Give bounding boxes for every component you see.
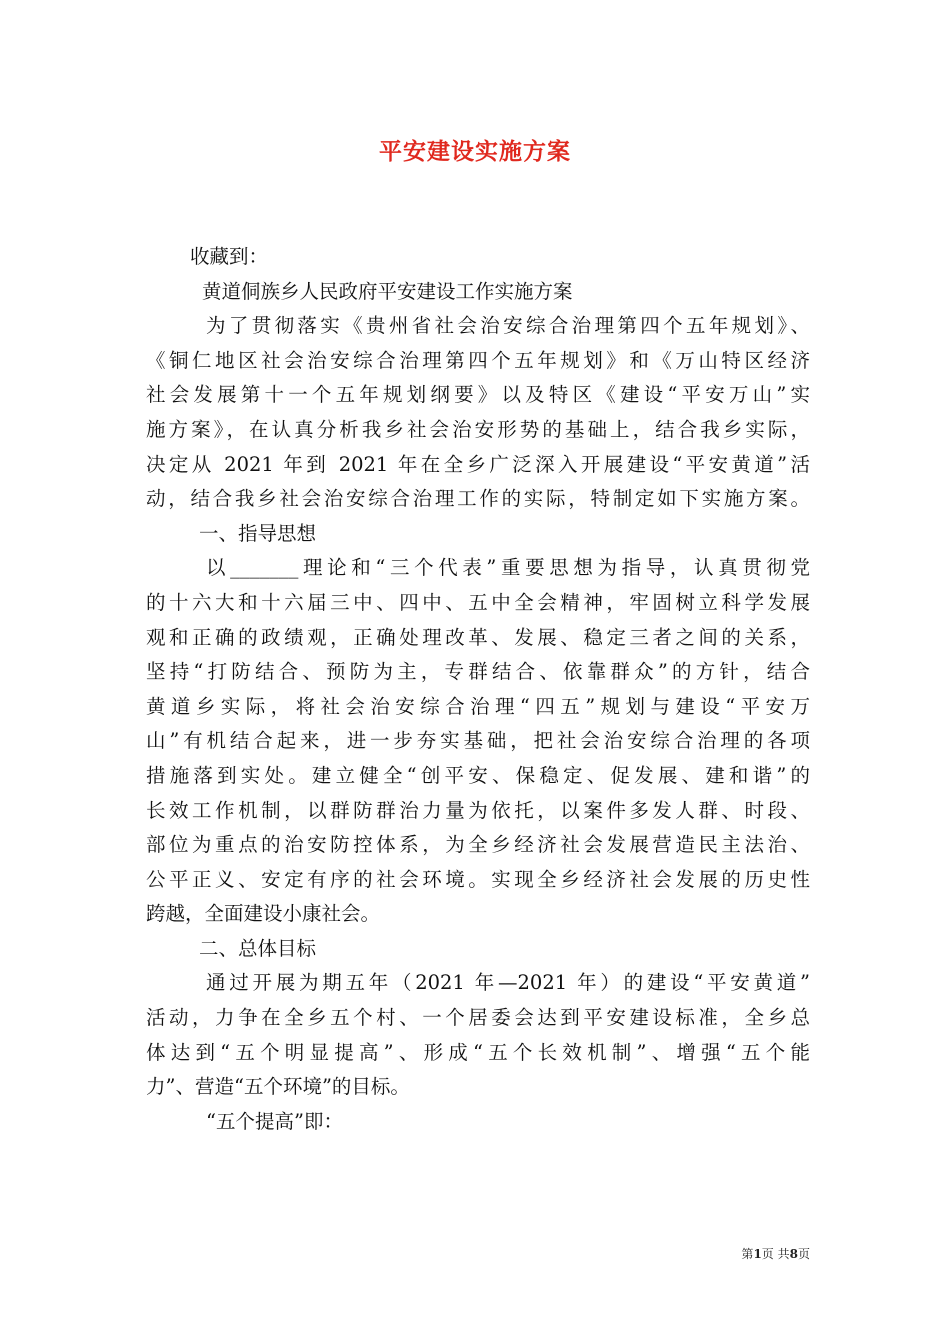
- body-line: 决定从 2021 年到 2021 年在全乡广泛深入开展建设“平安黄道”活: [146, 452, 810, 476]
- body-line: 跨越，全面建设小康社会。: [146, 902, 381, 926]
- current-page-number: 1: [753, 1247, 762, 1261]
- body-line: 黄道侗族乡人民政府平安建设工作实施方案: [202, 279, 573, 303]
- body-line: 山”有机结合起来，进一步夯实基础，把社会治安综合治理的各项: [146, 729, 810, 753]
- document-body: [146, 240, 810, 1139]
- body-line: 措施落到实处。建立健全“创平安、保稳定、促发展、建和谐”的: [146, 763, 810, 787]
- body-line: 社会发展第十一个五年规划纲要》以及特区《建设“平安万山”实: [146, 383, 810, 407]
- footer-prefix: 第: [741, 1247, 754, 1261]
- body-line: 公平正义、安定有序的社会环境。实现全乡经济社会发展的历史性: [146, 867, 810, 891]
- body-line: 长效工作机制，以群防群治力量为依托，以案件多发人群、时段、: [146, 798, 810, 822]
- total-page-count: 8: [789, 1247, 798, 1261]
- document-title: 平安建设实施方案: [379, 138, 571, 165]
- body-line: 力”、营造“五个环境”的目标。: [146, 1075, 410, 1099]
- body-line: 坚持“打防结合、预防为主，专群结合、依靠群众”的方针，结合: [146, 660, 810, 684]
- body-line: 观和正确的政绩观，正确处理改革、发展、稳定三者之间的关系，: [146, 625, 810, 649]
- body-line: 动，结合我乡社会治安综合治理工作的实际，特制定如下实施方案。: [146, 487, 810, 511]
- section-heading: 二、总体目标: [199, 936, 317, 960]
- footer-suffix: 页: [797, 1247, 810, 1261]
- footer-middle: 页 共: [761, 1247, 790, 1261]
- page-footer: [0, 1245, 810, 1262]
- body-line: 的十六大和十六届三中、四中、五中全会精神，牢固树立科学发展: [146, 590, 810, 614]
- body-line: 通过开展为期五年（2021 年—2021 年）的建设“平安黄道”: [206, 971, 810, 995]
- body-line: 体达到“五个明显提高”、形成“五个长效机制”、增强“五个能: [146, 1040, 810, 1064]
- body-line: 收藏到：: [190, 245, 269, 268]
- body-line: 黄道乡实际，将社会治安综合治理“四五”规划与建设“平安万: [146, 694, 810, 718]
- body-line: “五个提高”即：: [206, 1109, 343, 1133]
- section-heading: 一、指导思想: [199, 521, 317, 545]
- body-line: 部位为重点的治安防控体系，为全乡经济社会发展营造民主法治、: [146, 833, 810, 857]
- body-line: 《铜仁地区社会治安综合治理第四个五年规划》和《万山特区经济: [146, 348, 810, 372]
- body-line: 为了贯彻落实《贵州省社会治安综合治理第四个五年规划》、: [206, 314, 810, 338]
- body-line: 施方案》，在认真分析我乡社会治安形势的基础上，结合我乡实际，: [146, 417, 810, 441]
- body-line: 以_______理论和“三个代表”重要思想为指导，认真贯彻党: [206, 556, 810, 580]
- body-line: 活动，力争在全乡五个村、一个居委会达到平安建设标准，全乡总: [146, 1006, 810, 1030]
